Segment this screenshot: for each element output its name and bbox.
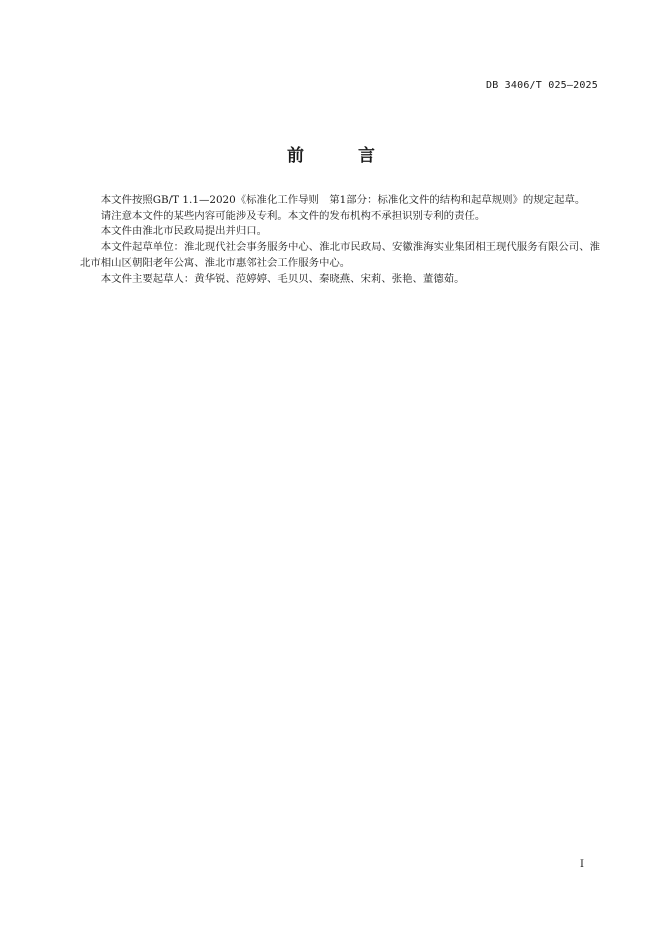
document-body: [80, 193, 600, 287]
page-number: I: [580, 859, 584, 870]
paragraph-drafters: 本文件主要起草人：黄华锐、范婷婷、毛贝贝、秦晓燕、宋莉、张艳、董德茹。: [100, 272, 465, 285]
paragraph-proposer: 本文件由淮北市民政局提出并归口。: [100, 225, 268, 238]
paragraph-drafting-units: 本文件起草单位：淮北现代社会事务服务中心、淮北市民政局、安徽淮海实业集团相王现代服务有限公司、淮北市相山区朝阳老年公寓、淮北市惠邻社会工作服务中心。: [80, 241, 600, 269]
page-title: 前 言: [287, 146, 399, 166]
paragraph-patent-notice: 请注意本文件的某些内容可能涉及专利。本文件的发布机构不承担识别专利的责任。: [100, 209, 486, 222]
paragraph-drafting-basis: 本文件按照GB/T 1.1—2020《标准化工作导则 第1部分：标准化文件的结构和起草规则》的规定起草。: [100, 194, 586, 206]
document-code: DB 3406/T 025—2025: [486, 80, 598, 91]
